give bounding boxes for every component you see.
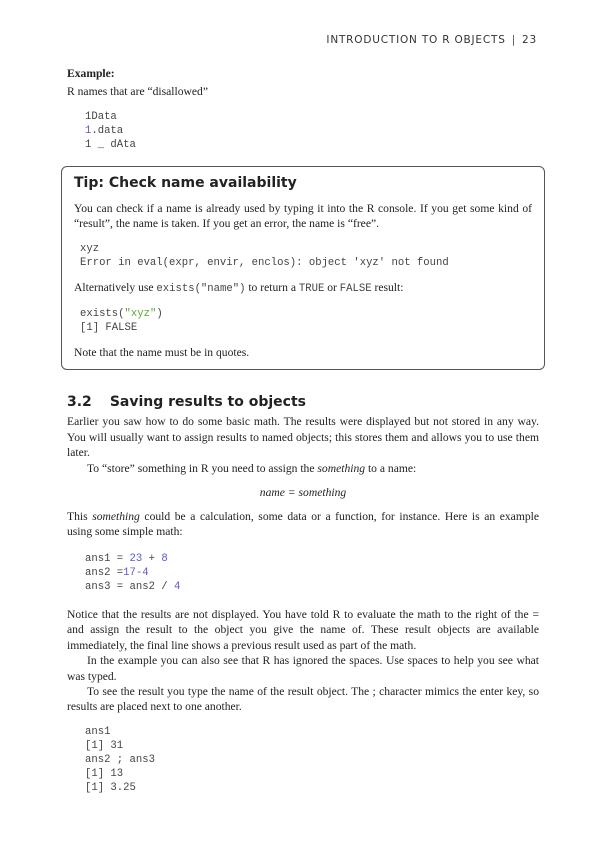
code-line: exists("xyz") <box>80 308 163 321</box>
page-number: 23 <box>522 34 537 46</box>
output-code <box>67 725 539 795</box>
code-line: ans1 <box>85 725 111 738</box>
page-content <box>67 66 539 795</box>
formula: name = something <box>259 486 347 500</box>
code-line: 1.data <box>85 124 124 137</box>
body-paragraph: This something could be a calculation, some data or a function, for instance. Here is an example using some simple math: <box>67 510 539 539</box>
example-label: Example: <box>67 67 115 80</box>
body-paragraph: Earlier you saw how to do some basic math. The results were displayed but not stored in any way. You will usually want to assign results to named objects; this stores them and allows you to use them later. <box>67 415 539 460</box>
section-heading: 3.2 Saving results to objects <box>67 394 306 411</box>
code-line: [1] 3.25 <box>85 781 136 794</box>
code-line: xyz <box>80 242 100 255</box>
header-title: INTRODUCTION TO R OBJECTS <box>326 34 506 46</box>
body-paragraph: To see the result you type the name of the result object. The ; character mimics the enter key, so results are placed next to one another. <box>67 684 539 714</box>
tip-paragraph: Alternatively use exists("name") to return a TRUE or FALSE result: <box>74 280 404 295</box>
body-paragraph: Notice that the results are not displayed. You have told R to evaluate the math to the right of the = and assign the result to the object you give the name of. These result objects are available immediately, the final line shows a previous result used as part of the math. <box>67 607 539 652</box>
body-paragraph: In the example you can also see that R has ignored the spaces. Use spaces to help you see what was typed. <box>67 654 539 683</box>
tip-paragraph: Note that the name must be in quotes. <box>74 346 250 360</box>
running-header <box>326 34 537 46</box>
tip-paragraph: You can check if a name is already used by typing it into the R console. If you get some kind of “result”, the name is taken. If you get an error, the name is “free”. <box>74 201 532 231</box>
header-separator: | <box>511 34 517 46</box>
assignment-code <box>67 552 539 594</box>
disallowed-names-code <box>67 110 539 152</box>
body-paragraph: To “store” something in R you need to assign the something to a name: <box>87 461 417 475</box>
tip-code-block <box>74 242 532 270</box>
code-line: 1Data <box>85 110 117 123</box>
code-line: 1 _ dAta <box>85 138 136 151</box>
code-line: ans2 =17-4 <box>85 566 149 579</box>
code-line: Error in eval(expr, envir, enclos): object 'xyz' not found <box>80 256 449 269</box>
code-line: [1] FALSE <box>80 322 138 335</box>
code-line: [1] 13 <box>85 767 124 780</box>
code-line: ans2 ; ans3 <box>85 753 155 766</box>
tip-code-block <box>74 307 532 335</box>
code-line: ans1 = 23 + 8 <box>85 552 168 565</box>
tip-title: Tip: Check name availability <box>74 174 297 191</box>
example-intro: R names that are “disallowed” <box>67 85 209 99</box>
code-line: ans3 = ans2 / 4 <box>85 580 181 593</box>
tip-box <box>61 166 545 371</box>
code-line: [1] 31 <box>85 739 124 752</box>
